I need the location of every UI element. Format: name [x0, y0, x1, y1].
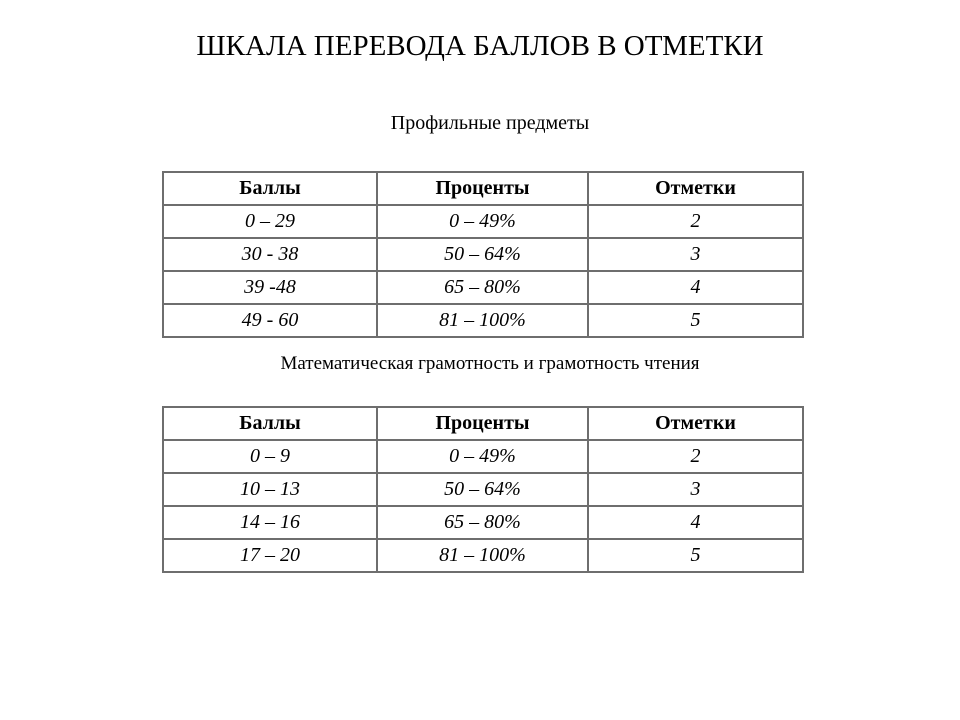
header-points: Баллы	[163, 172, 377, 205]
cell-percent: 50 – 64%	[377, 473, 588, 506]
table-row	[163, 539, 803, 572]
table-header-row	[163, 407, 803, 440]
cell-points: 49 - 60	[163, 304, 377, 337]
grading-table-literacy	[162, 406, 804, 573]
cell-points: 39 -48	[163, 271, 377, 304]
table-row	[163, 473, 803, 506]
table-row	[163, 304, 803, 337]
cell-points: 30 - 38	[163, 238, 377, 271]
cell-grade: 3	[588, 238, 803, 271]
grading-table-profile	[162, 171, 804, 338]
cell-grade: 2	[588, 205, 803, 238]
cell-points: 0 – 29	[163, 205, 377, 238]
cell-points: 10 – 13	[163, 473, 377, 506]
cell-grade: 2	[588, 440, 803, 473]
cell-points: 0 – 9	[163, 440, 377, 473]
cell-points: 14 – 16	[163, 506, 377, 539]
cell-grade: 5	[588, 304, 803, 337]
table-row	[163, 271, 803, 304]
cell-percent: 81 – 100%	[377, 539, 588, 572]
cell-grade: 4	[588, 506, 803, 539]
cell-percent: 81 – 100%	[377, 304, 588, 337]
header-percent: Проценты	[377, 172, 588, 205]
header-grade: Отметки	[588, 172, 803, 205]
page-title: ШКАЛА ПЕРЕВОДА БАЛЛОВ В ОТМЕТКИ	[196, 30, 764, 62]
table-row	[163, 205, 803, 238]
header-percent: Проценты	[377, 407, 588, 440]
header-grade: Отметки	[588, 407, 803, 440]
cell-percent: 0 – 49%	[377, 440, 588, 473]
cell-percent: 0 – 49%	[377, 205, 588, 238]
cell-grade: 4	[588, 271, 803, 304]
section-title-profile: Профильные предметы	[390, 112, 590, 134]
cell-percent: 65 – 80%	[377, 506, 588, 539]
header-points: Баллы	[163, 407, 377, 440]
cell-percent: 65 – 80%	[377, 271, 588, 304]
table-header-row	[163, 172, 803, 205]
table-row	[163, 506, 803, 539]
table-row	[163, 440, 803, 473]
cell-points: 17 – 20	[163, 539, 377, 572]
section-title-literacy: Математическая грамотность и грамотность чтения	[280, 353, 700, 374]
cell-grade: 3	[588, 473, 803, 506]
cell-percent: 50 – 64%	[377, 238, 588, 271]
table-row	[163, 238, 803, 271]
cell-grade: 5	[588, 539, 803, 572]
